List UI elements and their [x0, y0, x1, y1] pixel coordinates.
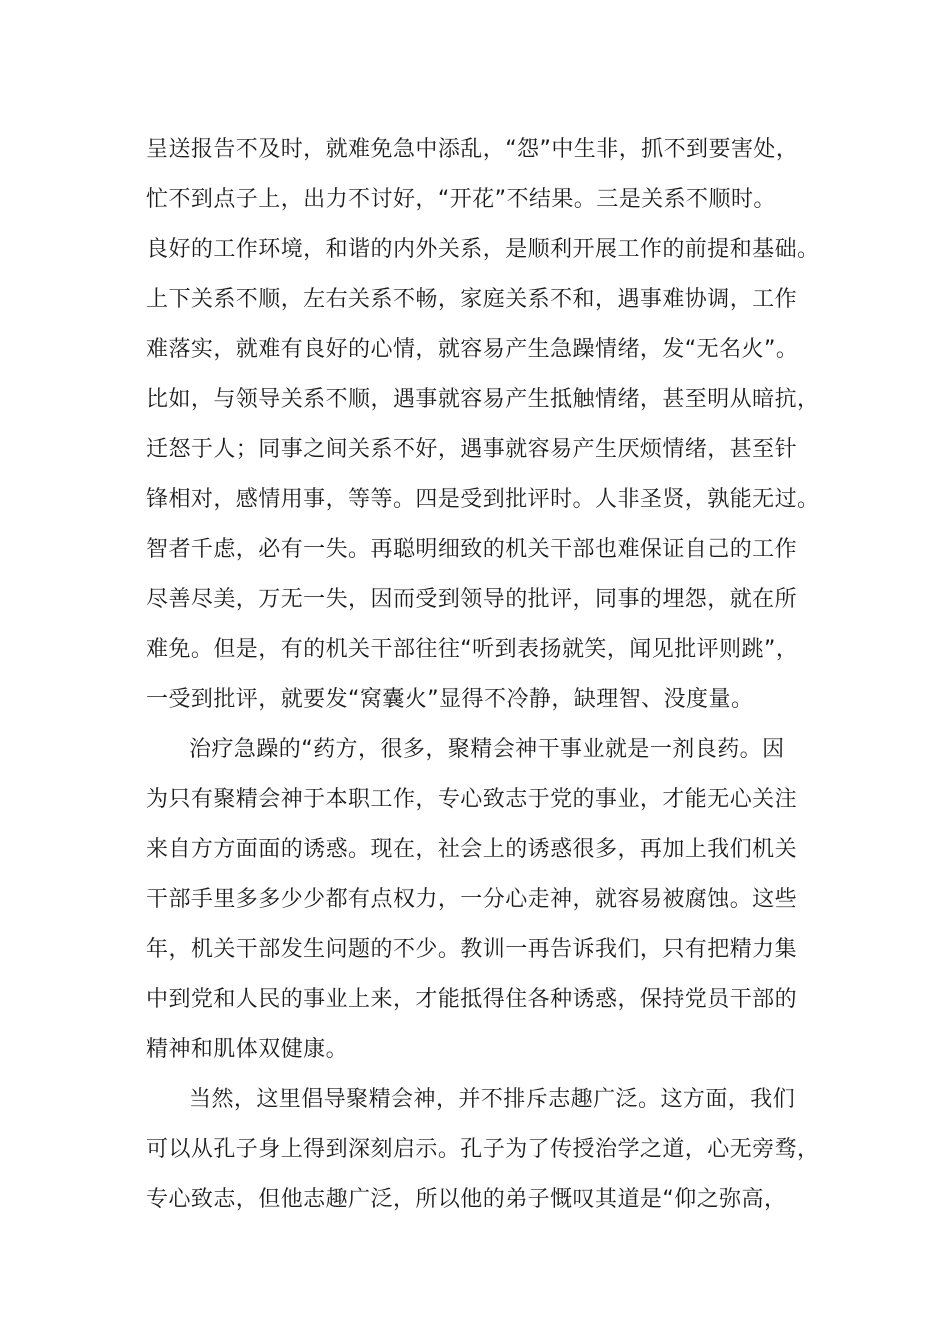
text-line: 干部手里多多少少都有点权力，一分心走神，就容易被腐蚀。这些: [146, 887, 798, 912]
text-line: 锋相对，感情用事，等等。四是受到批评时。人非圣贤，孰能无过。: [146, 487, 820, 512]
text-line: 尽善尽美，万无一失，因而受到领导的批评，同事的埋怨，就在所: [146, 587, 798, 612]
text-line: 难落实，就难有良好的心情，就容易产生急躁情绪，发“无名火”。: [146, 337, 799, 362]
text-line: 迁怒于人；同事之间关系不好，遇事就容易产生厌烦情绪，甚至针: [146, 437, 798, 462]
text-line: 忙不到点子上，出力不讨好，“开花”不结果。三是关系不顺时。: [146, 187, 776, 212]
text-line: 年，机关干部发生问题的不少。教训一再告诉我们，只有把精力集: [146, 937, 798, 962]
paragraph-first-line: 治疗急躁的“药方，很多，聚精会神干事业就是一剂良药。因: [189, 737, 785, 762]
text-line: 良好的工作环境，和谐的内外关系，是顺利开展工作的前提和基础。: [146, 237, 820, 262]
paragraph-first-line: 当然，这里倡导聚精会神，并不排斥志趣广泛。这方面，我们: [189, 1087, 796, 1112]
text-line: 一受到批评，就要发“窝囊火”显得不冷静，缺理智、没度量。: [146, 687, 754, 712]
text-line: 为只有聚精会神于本职工作，专心致志于党的事业，才能无心关注: [146, 787, 798, 812]
text-line: 比如，与领导关系不顺，遇事就容易产生抵触情绪，甚至明从暗抗，: [146, 387, 820, 412]
text-line: 呈送报告不及时，就难免急中添乱，“怨”中生非，抓不到要害处，: [146, 137, 799, 162]
text-line: 来自方方面面的诱惑。现在，社会上的诱惑很多，再加上我们机关: [146, 837, 798, 862]
text-line: 专心致志，但他志趣广泛，所以他的弟子慨叹其道是“仰之弥高，: [146, 1187, 787, 1212]
text-line: 精神和肌体双健康。: [146, 1037, 349, 1062]
text-line: 智者千虑，必有一失。再聪明细致的机关干部也难保证自己的工作: [146, 537, 798, 562]
text-line: 可以从孔子身上得到深刻启示。孔子为了传授治学之道，心无旁骛，: [146, 1137, 820, 1162]
text-line: 难免。但是，有的机关干部往往“听到表扬就笑，闻见批评则跳”，: [146, 637, 799, 662]
text-line: 中到党和人民的事业上来，才能抵得住各种诱惑，保持党员干部的: [146, 987, 798, 1012]
text-line: 上下关系不顺，左右关系不畅，家庭关系不和，遇事难协调，工作: [146, 287, 798, 312]
